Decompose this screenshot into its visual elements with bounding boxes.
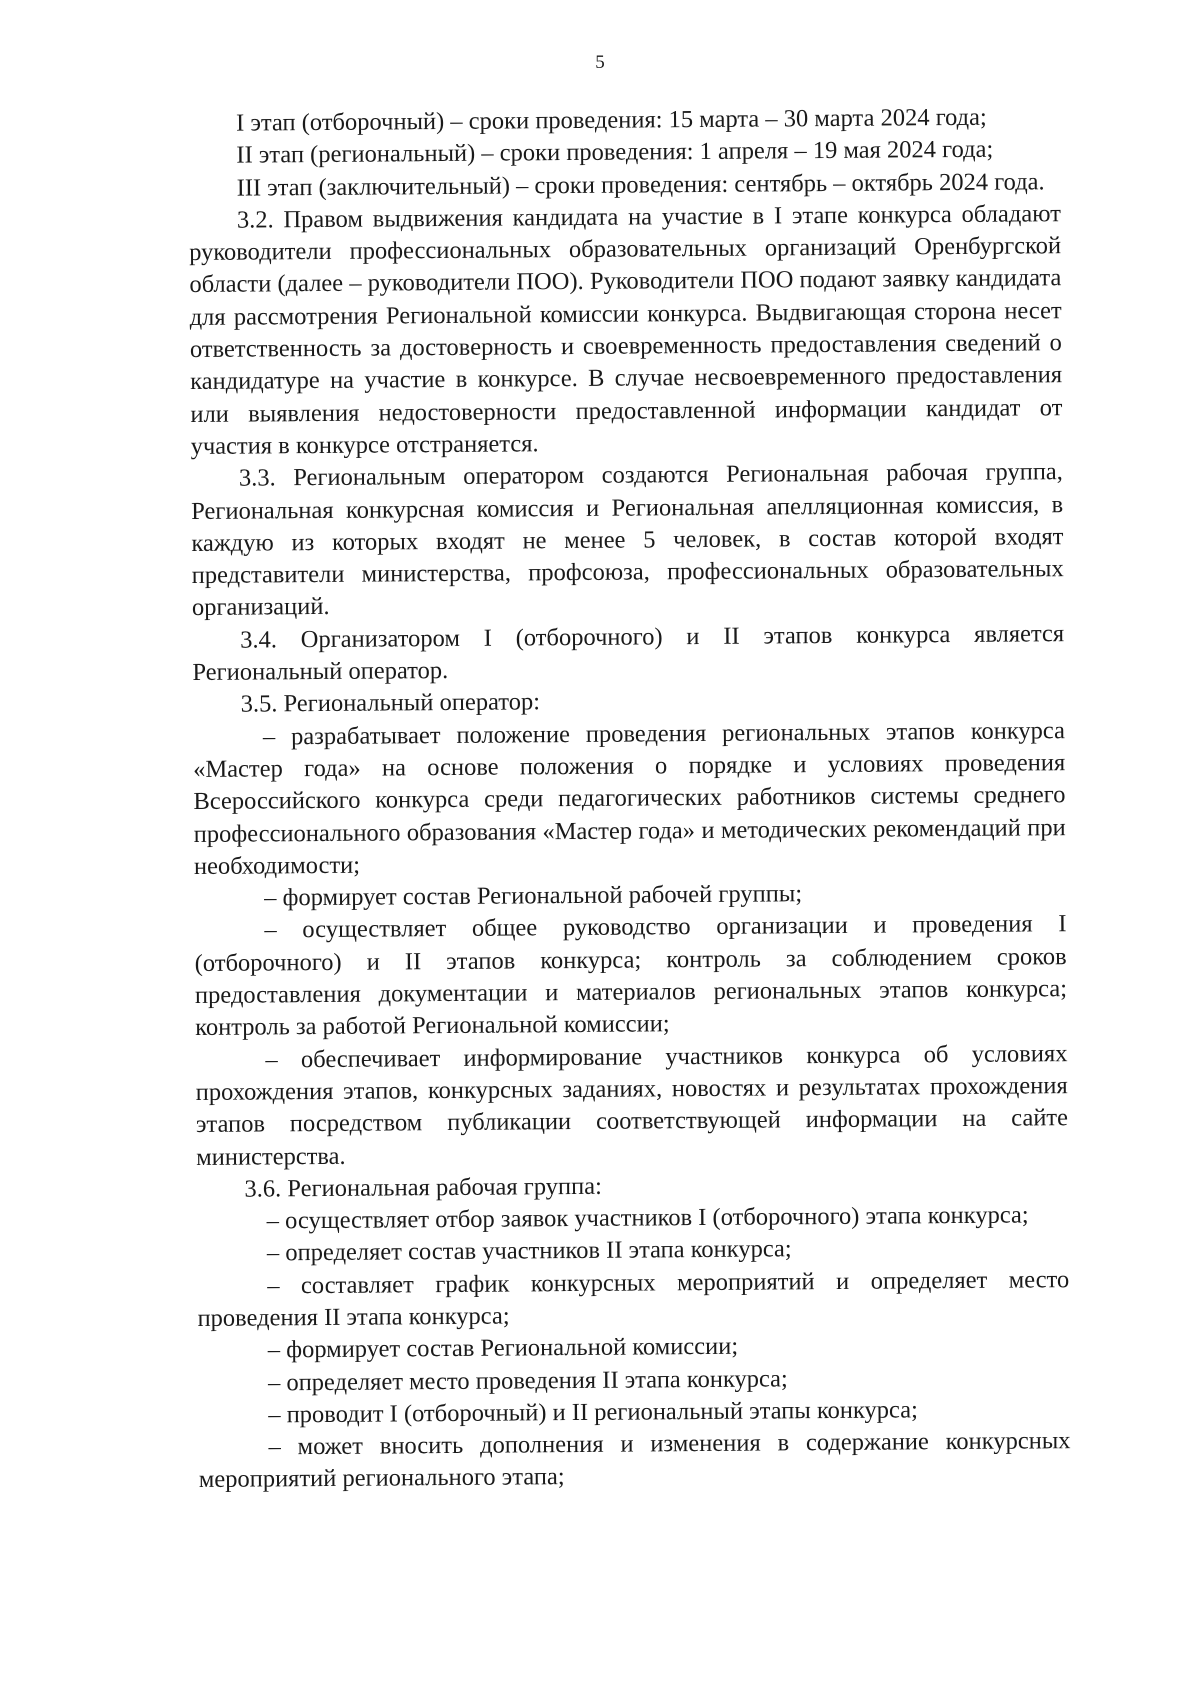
list-item: – определяет место проведения II этапа конкурса;: [267, 1364, 788, 1396]
list-item: – обеспечивает информирование участников конкурса об условиях прохождения этапов, конкурсных заданиях, новостях и результатах прохождения этапов посредством публикации соответствующей информации на сайте министерства.: [195, 1039, 1069, 1171]
list-item: – осуществляет общее руководство организации и проведения I (отборочного) и II этапов конкурса; контроль за соблюдением сроков предоставления документации и материалов региональных этапов конкурса; контроль за работой Региональной комиссии;: [194, 910, 1068, 1042]
list-item: – составляет график конкурсных мероприятий и определяет место проведения II этапа конкурса;: [197, 1265, 1070, 1332]
paragraph-3-2: 3.2. Правом выдвижения кандидата на участие в I этапе конкурса обладают руководители профессиональных образовательных организаций Оренбургской области (далее – руководители ПОО). Руководители ПОО подают заявку кандидата для рассмотрения Региональной комиссии конкурса. Выдвигающая сторона несет ответственность за достоверность и своевременность предоставления сведений о кандидатуре на участие в конкурсе. В случае несвоевременного предоставления или выявления недостоверности предоставленной информации кандидат от участия в конкурсе отстраняется.: [189, 200, 1063, 460]
list-item: – разрабатывает положение проведения региональных этапов конкурса «Мастер года» на основе положения о порядке и условиях проведения Всероссийского конкурса среди педагогических работников системы среднего профессионального образования «Мастер года» и методических рекомендаций при необходимости;: [193, 716, 1066, 880]
paragraph-3-3: 3.3. Региональным оператором создаются Региональная рабочая группа, Региональная конкурсная комиссия и Региональная апелляционная комиссия, в каждую из которых входят не менее 5 человек, в состав которой входят представители министерства, профсоюза, профессиональных образовательных организаций.: [191, 458, 1064, 622]
paragraph-3-5-heading: 3.5. Региональный оператор:: [240, 688, 541, 718]
list-item: – осуществляет отбор заявок участников I (отборочного) этапа конкурса;: [266, 1201, 1029, 1235]
paragraph-3-4: 3.4. Организатором I (отборочного) и II этапов конкурса является Региональный оператор.: [192, 619, 1065, 687]
paragraph-stage-3: III этап (заключительный) – сроки проведения: сентябрь – октябрь 2024 года.: [236, 167, 1045, 202]
list-item: – определяет состав участников II этапа конкурса;: [266, 1235, 792, 1267]
list-item: – формирует состав Региональной рабочей группы;: [264, 880, 803, 912]
list-item: – может вносить дополнения и изменения в содержание конкурсных мероприятий регионального этапа;: [198, 1427, 1071, 1494]
paragraph-3-6-heading: 3.6. Региональная рабочая группа:: [244, 1172, 602, 1203]
paragraph-stage-2: II этап (региональный) – сроки проведения: 1 апреля – 19 мая 2024 года;: [236, 135, 994, 169]
page-number: 5: [595, 52, 605, 73]
paragraph-stage-1: I этап (отборочный) – сроки проведения: 15 марта – 30 марта 2024 года;: [236, 103, 987, 137]
list-item: – проводит I (отборочный) и II региональный этапы конкурса;: [268, 1396, 918, 1429]
list-item: – формирует состав Региональной комиссии;: [267, 1332, 739, 1364]
document-body: [188, 101, 1071, 1497]
